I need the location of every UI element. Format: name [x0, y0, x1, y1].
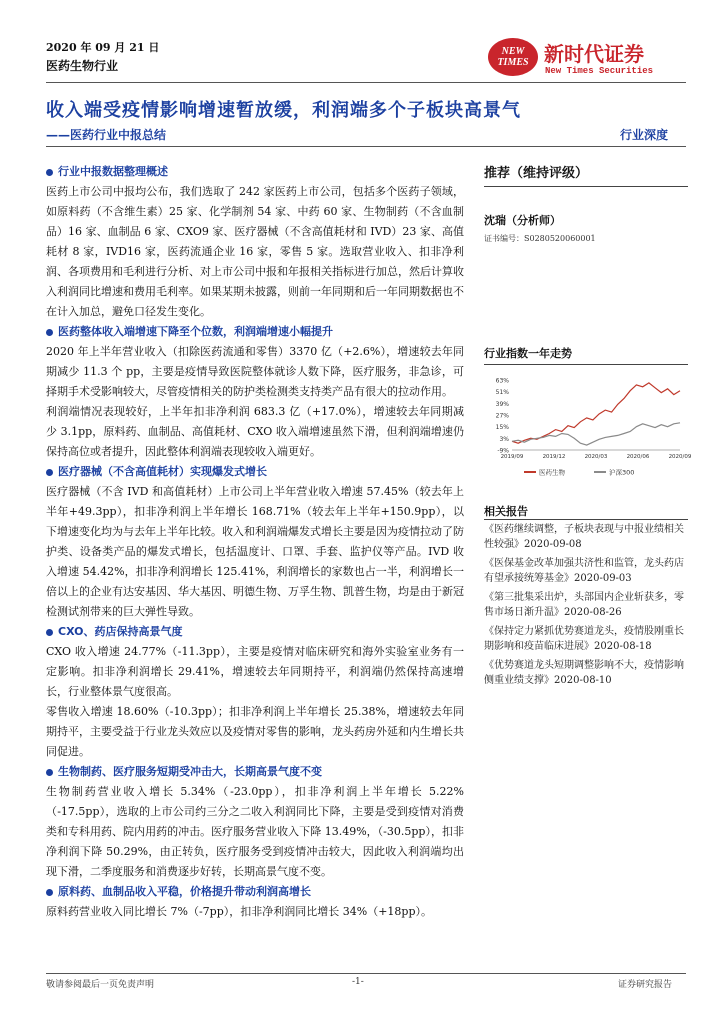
- page-number: -1-: [352, 977, 364, 987]
- section-heading: 医药整体收入端增速下降至个位数，利润端增速小幅提升: [46, 322, 464, 342]
- x-tick-label: 2019/12: [542, 454, 566, 460]
- certificate-number: 证书编号：S0280520060001: [484, 234, 596, 243]
- section-biopharma: [46, 762, 464, 882]
- report-date: 2020 年 09 月 21 日: [46, 41, 160, 54]
- legend-label: 沪深300: [609, 468, 635, 477]
- section-paragraph: 医药上市公司中报均公布，我们选取了 242 家医药上市公司，包括多个医药子领域，如原料药（不含维生素）25 家、化学制剂 54 家、中药 60 家、生物制药（不含血制品）16 家、血制品 6 家、CXO9 家、医疗器械（不含高值耗材和 IVD）23 家、高值耗材 8 家，IVD16 家，医药流通企业 16 家，零售 5 家。选取营业收入、扣非净利润、各项费用和毛利进行分析、对上市公司中报和年报相关指标进行加总，然后计算收入利润同比增速和费用毛利率。如果某期未披露，则前一年同期和后一年同期数据也不在计入加总，避免口径发生变化。: [46, 185, 464, 318]
- related-report-link[interactable]: 《保持定力紧抓优势赛道龙头，疫情股刚重长期影响和疫苗临床进展》2020-08-18: [484, 626, 684, 652]
- section-paragraph: 医疗器械（不含 IVD 和高值耗材）上市公司上半年营业收入增速 57.45%（较去年上半年+49.3pp），扣非净利润上半年增长 168.71%（较去年上半年+150.9pp），以下增速变化均为与去年上半年比较。收入和利润端爆发式增长主要是因为疫情拉动了防护类、设备类产品的爆发式增长，包括温度计、口罩、手套、监护仪等产品。IVD 收入增速 54.42%，扣非净利润增长 125.41%，利润增长的家数也占一半，利润增长一倍以上的企业有达安基因、华大基因、明德生物、万孚生物、凯普生物，均是由于新冠检测试剂带来的巨大弹性导致。: [46, 485, 464, 618]
- report-type: 行业深度: [620, 128, 669, 142]
- main-content: [46, 162, 464, 922]
- x-tick-label: 2019/09: [500, 454, 524, 460]
- bullet-icon: [46, 629, 53, 636]
- section-paragraph: CXO 收入增速 24.77%（-11.3pp），主要是疫情对临床研究和海外实验室业务有一定影响。扣非净利润增长 29.41%，增速较去年同期持平，利润端仍然保持高速增长，行业整体景气度很高。: [46, 645, 464, 698]
- section-paragraph: 2020 年上半年营业收入（扣除医药流通和零售）3370 亿（+2.6%），增速较去年同期减少 11.3 个 pp，主要是疫情导致医院整体就诊人数下降，医疗服务，非急诊，可择期手术受影响较大，尽管疫情相关的防护类检测类支持类产品有很大的拉动作用。: [46, 345, 464, 398]
- series-line-benchmark: [512, 423, 680, 445]
- y-tick-label: 39%: [495, 400, 509, 408]
- index-trend-chart: [484, 372, 692, 484]
- section-paragraph: 利润端情况表现较好，上半年扣非净利润 683.3 亿（+17.0%），增速较去年同期减少 3.1pp，原料药、血制品、高值耗材、CXO 收入端增速虽然下滑，但利润端增速仍保持高位或者提升，因此整体利润端表现较收入端更好。: [46, 405, 464, 458]
- related-report-link[interactable]: 《第三批集采出炉，头部国内企业斩获多，零售市场日渐升温》2020-08-26: [484, 592, 684, 618]
- section-paragraph: 零售收入增速 18.60%（-10.3pp）；扣非净利润上半年增长 25.38%，增速较去年同期持平，主要受益于行业龙头效应以及疫情对零售的影响，龙头药房外延和内生增长共同促进。: [46, 705, 464, 758]
- section-heading: 行业中报数据整理概述: [46, 162, 464, 182]
- related-reports-heading: 相关报告: [484, 505, 528, 518]
- footer-report-type: 证券研究报告: [618, 980, 673, 990]
- logo-english-name: New Times Securities: [545, 66, 654, 76]
- footer-disclaimer: 敬请参阅最后一页免责声明: [46, 980, 155, 990]
- report-subtitle: ——医药行业中报总结: [46, 128, 167, 142]
- related-reports-list: [484, 522, 688, 692]
- bullet-icon: [46, 329, 53, 336]
- x-tick-label: 2020/03: [584, 454, 608, 460]
- logo-chinese-name: 新时代证券: [544, 42, 644, 66]
- section-paragraph: 原料药营业收入同比增长 7%（-7pp），扣非净利润同比增长 34%（+18pp）。: [46, 905, 432, 918]
- logo-badge: NEW TIMES: [488, 38, 538, 76]
- title-divider: [46, 146, 686, 147]
- x-tick-label: 2020/06: [626, 454, 650, 460]
- y-tick-label: 51%: [495, 389, 509, 397]
- y-tick-label: 15%: [495, 424, 509, 432]
- section-cxo: [46, 622, 464, 762]
- y-tick-label: 63%: [495, 377, 509, 385]
- y-tick-label: -9%: [497, 447, 509, 455]
- industry-label: 医药生物行业: [46, 59, 119, 73]
- section-api: [46, 882, 464, 922]
- related-report-link[interactable]: 《优势赛道龙头短期调整影响不大，疫情影响侧重业绩支撑》2020-08-10: [484, 660, 684, 686]
- analyst-name: 沈瑞（分析师）: [484, 214, 561, 227]
- bullet-icon: [46, 889, 53, 896]
- legend-label: 医药生物: [539, 468, 565, 477]
- section-overview: [46, 162, 464, 322]
- rating: 推荐（维持评级）: [484, 166, 589, 181]
- section-heading: CXO、药店保持高景气度: [46, 622, 464, 642]
- y-tick-label: 3%: [499, 435, 509, 443]
- section-overall: [46, 322, 464, 462]
- section-devices: [46, 462, 464, 622]
- related-report-link[interactable]: 《医药继续调整，子板块表现与中报业绩相关性较强》2020-09-08: [484, 524, 684, 550]
- bullet-icon: [46, 469, 53, 476]
- chart-heading: 行业指数一年走势: [484, 347, 572, 360]
- series-line-industry: [512, 383, 680, 443]
- footer-divider: [46, 973, 686, 974]
- section-heading: 医疗器械（不含高值耗材）实现爆发式增长: [46, 462, 464, 482]
- related-divider: [484, 519, 688, 520]
- section-heading: 原料药、血制品收入平稳，价格提升带动利润高增长: [46, 882, 464, 902]
- bullet-icon: [46, 169, 53, 176]
- bullet-icon: [46, 769, 53, 776]
- sidebar-divider: [484, 186, 688, 187]
- y-tick-label: 27%: [495, 412, 509, 420]
- company-logo: [488, 36, 688, 80]
- section-paragraph: 生物制药营业收入增长 5.34%（-23.0pp），扣非净利润上半年增长 5.22%（-17.5pp），选取的上市公司约三分之二收入利润同比下降，主要是受到疫情对消费类和专科用药、院内用药的冲击。医疗服务营业收入下降 13.49%，（-30.5pp），扣非净利润下降 50.29%，由正转负，医疗服务受到疫情冲击较大，因此收入利润端均出现下滑，二季度服务和消费逐步好转，长期高景气度不变。: [46, 785, 464, 878]
- x-tick-label: 2020/09: [668, 454, 692, 460]
- section-heading: 生物制药、医疗服务短期受冲击大，长期高景气度不变: [46, 762, 464, 782]
- header-divider: [46, 82, 686, 83]
- related-report-link[interactable]: 《医保基金改革加强共济性和监管，龙头药店有望承接统筹基金》2020-09-03: [484, 558, 684, 584]
- report-title: 收入端受疫情影响增速暂放缓，利润端多个子板块高景气: [46, 100, 521, 121]
- chart-divider: [484, 364, 688, 365]
